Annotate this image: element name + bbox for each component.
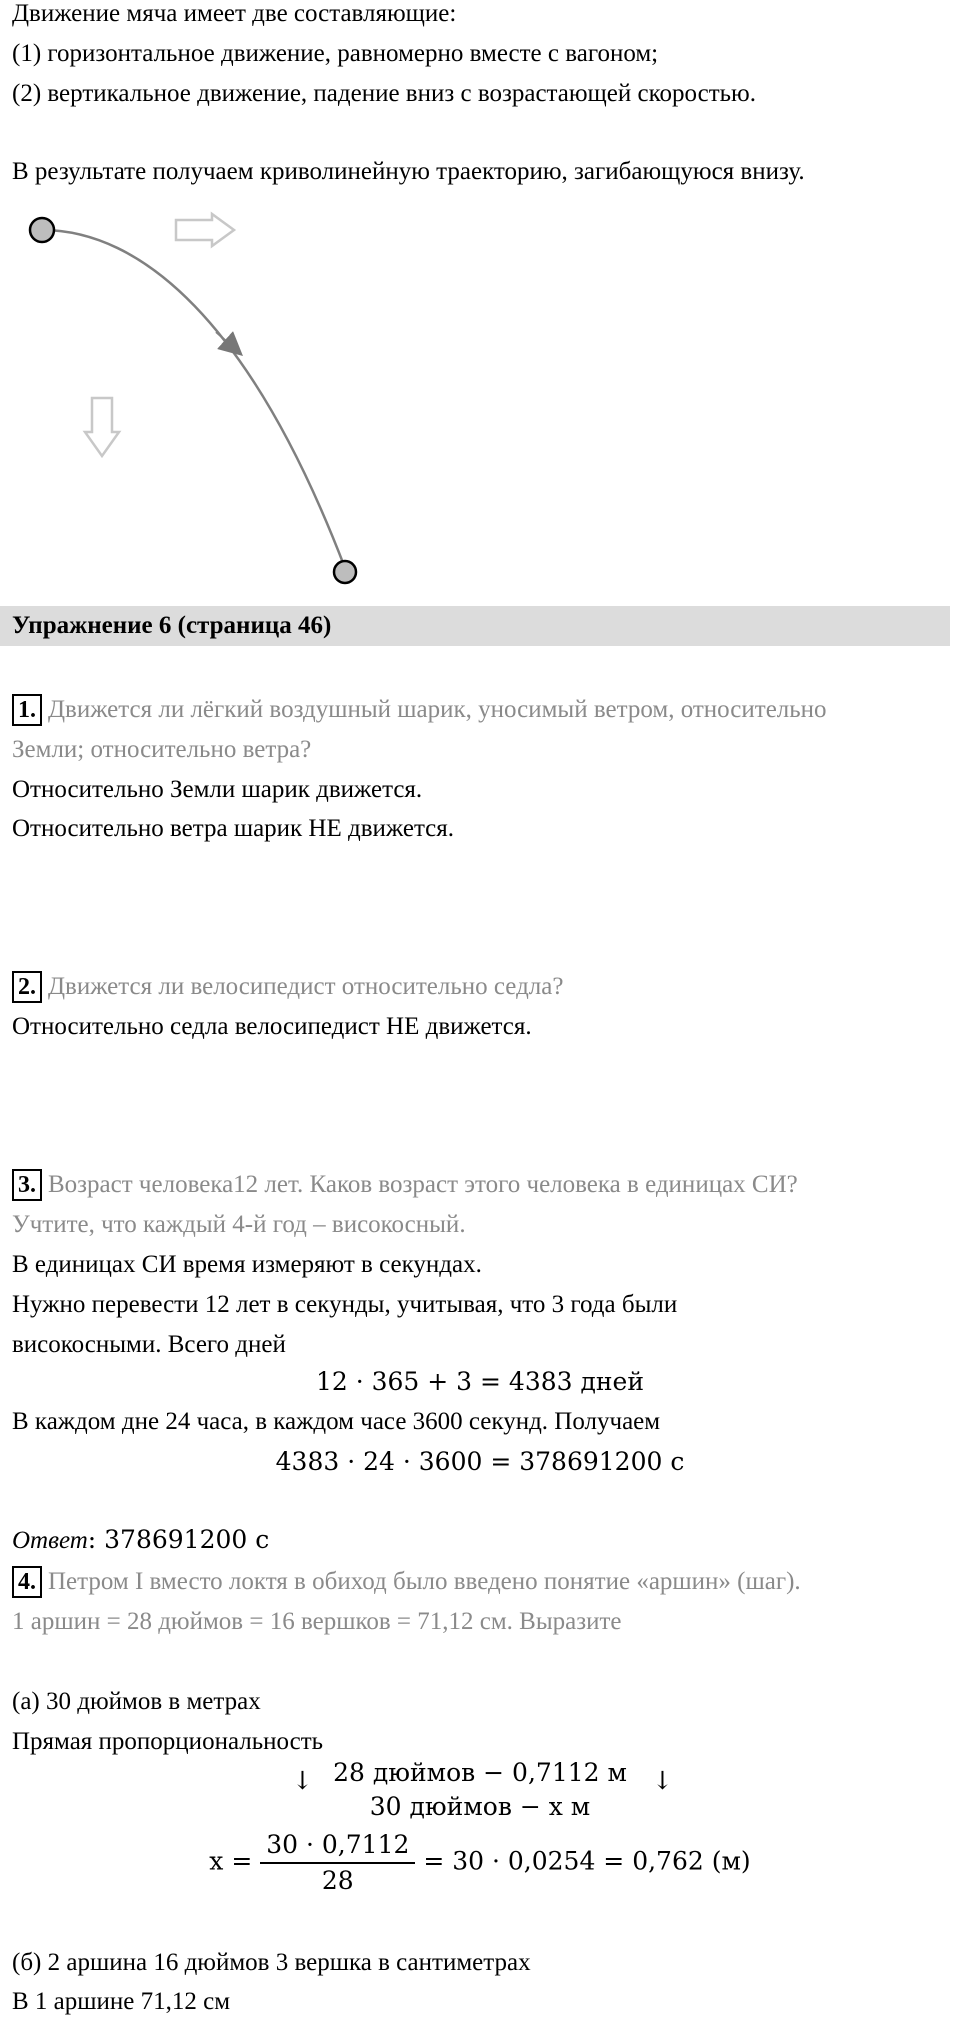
q3-line-1: В единицах СИ время измеряют в секундах.: [12, 1251, 482, 1278]
q1-answer-2: Относительно ветра шарик НЕ движется.: [12, 815, 455, 842]
q3-answer: [12, 1520, 269, 1561]
trajectory-diagram: [0, 200, 400, 600]
q3-formula-2: 4383 · 24 · 3600 = 378691200 с: [275, 1447, 685, 1476]
q4-question-line-1: [12, 1562, 801, 1602]
q3-number: 3.: [12, 1169, 42, 1201]
q4-fraction: [260, 1828, 415, 1898]
intro-line-4: В результате получаем криволинейную траекторию, загибающуюся внизу.: [12, 158, 805, 185]
q4-part-a-method: Прямая пропорциональность: [12, 1728, 324, 1755]
q2-question-text: Движется ли велосипедист относительно седла?: [48, 973, 564, 1000]
q4-part-b: (б) 2 аршина 16 дюймов 3 вершка в сантиметрах: [12, 1949, 531, 1976]
q2-question: [12, 967, 563, 1007]
intro-line-1: Движение мяча имеет две составляющие:: [12, 0, 457, 27]
q4-fraction-denominator: 28: [321, 1866, 354, 1895]
q3-question-line-2: Учтите, что каждый 4-й год – високосный.: [12, 1211, 466, 1238]
q4-question-text: Петром I вместо локтя в обиход было введено понятие «аршин» (шаг).: [48, 1568, 801, 1595]
q4-result: = 30 · 0,0254 = 0,762 (м): [423, 1846, 751, 1876]
q1-number: 1.: [12, 694, 42, 726]
q4-proportion-2: 30 дюймов − x м: [369, 1792, 591, 1821]
q2-answer: Относительно седла велосипедист НЕ движется.: [12, 1013, 532, 1040]
q4-proportion-1: 28 дюймов − 0,7112 м: [333, 1758, 627, 1787]
q3-answer-label: Ответ: [12, 1527, 88, 1554]
trajectory-arrow-icon: [216, 332, 234, 348]
arrow-down-right-icon: ↓: [652, 1766, 673, 1795]
ball-start: [30, 218, 54, 242]
section-header: Упражнение 6 (страница 46): [0, 606, 950, 646]
intro-line-3: (2) вертикальное движение, падение вниз с возрастающей скоростью.: [12, 80, 756, 107]
q4-number: 4.: [12, 1566, 42, 1598]
q3-line-2: Нужно перевести 12 лет в секунды, учитывая, что 3 года были: [12, 1291, 678, 1318]
q1-question-text: Движется ли лёгкий воздушный шарик, уносимый ветром, относительно: [48, 696, 827, 723]
arrow-down-left-icon: ↓: [292, 1766, 313, 1795]
q4-equation: [0, 1828, 960, 1898]
q1-question-line-2: Земли; относительно ветра?: [12, 736, 312, 763]
intro-line-2: (1) горизонтальное движение, равномерно вместе с вагоном;: [12, 40, 659, 67]
vertical-arrow-icon: [85, 398, 119, 456]
q3-answer-value: : 378691200 с: [87, 1525, 270, 1554]
q4-question-line-2: 1 аршин = 28 дюймов = 16 вершков = 71,12 см. Выразите: [12, 1608, 622, 1635]
q3-line-4: В каждом дне 24 часа, в каждом часе 3600 секунд. Получаем: [12, 1408, 661, 1435]
q4-part-a: (а) 30 дюймов в метрах: [12, 1688, 261, 1715]
q3-line-3: високосными. Всего дней: [12, 1331, 286, 1358]
horizontal-arrow-icon: [176, 214, 234, 246]
q4-part-b-line: В 1 аршине 71,12 см: [12, 1988, 231, 2015]
q3-question-text: Возраст человека12 лет. Каков возраст этого человека в единицах СИ?: [48, 1171, 798, 1198]
q3-formula-1: 12 · 365 + 3 = 4383 дней: [315, 1367, 645, 1396]
trajectory-curve: [42, 230, 345, 568]
q1-question-line-1: [12, 690, 827, 730]
q1-answer-1: Относительно Земли шарик движется.: [12, 776, 423, 803]
q4-fraction-numerator: 30 · 0,7112: [260, 1828, 415, 1864]
q2-number: 2.: [12, 971, 42, 1003]
q3-question-line-1: [12, 1165, 798, 1205]
ball-end: [334, 561, 356, 583]
q4-x-variable: x =: [209, 1846, 253, 1876]
